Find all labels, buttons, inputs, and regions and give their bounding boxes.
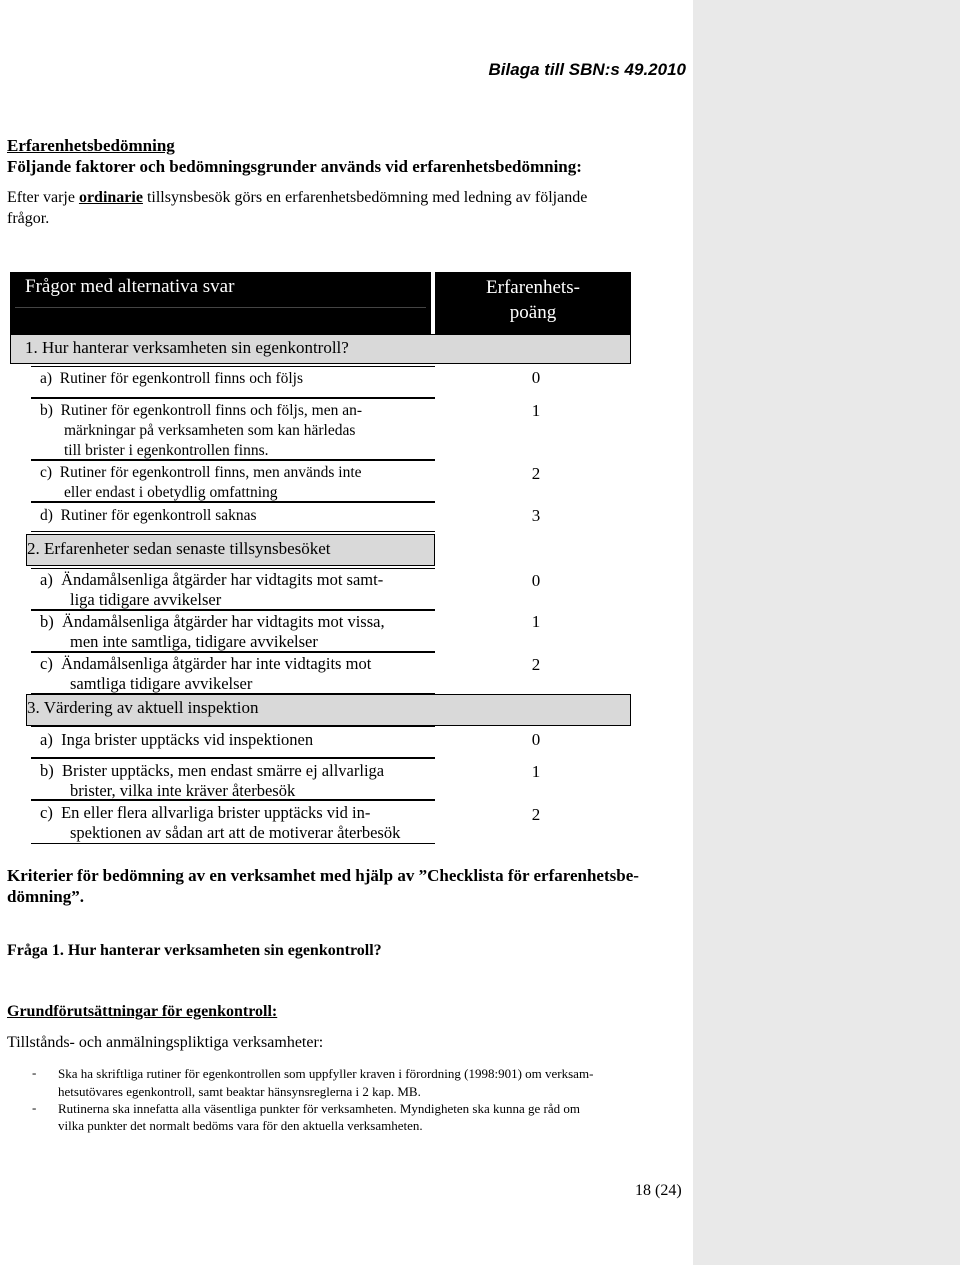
option-line: eller endast i obetydlig omfattning: [64, 484, 278, 501]
criteria-line-2: dömning”.: [7, 887, 84, 906]
score-value: 1: [531, 612, 541, 631]
option-text: [40, 729, 313, 750]
option-label: b): [40, 402, 53, 419]
option-text: [40, 653, 371, 674]
option-line: Brister upptäcks, men endast smärre ej allvarliga: [62, 761, 385, 780]
score-value: 3: [531, 506, 541, 525]
table-header-questions: Frågor med alternativa svar: [25, 276, 235, 297]
option-label: d): [40, 507, 53, 524]
page-number: 18 (24): [635, 1182, 682, 1199]
score-value: 1: [531, 401, 541, 420]
table-header-score-1: Erfarenhets-: [486, 277, 580, 298]
option-line: spektionen av sådan art att de motiverar återbesök: [70, 823, 401, 842]
score-value: 0: [531, 730, 541, 749]
option-label: a): [40, 570, 53, 589]
intro-text: Efter varje: [7, 189, 79, 206]
bullet-line: Rutinerna ska innefatta alla väsentliga punkter för verksamheten. Myndigheten ska kunna ge råd om: [58, 1101, 580, 1116]
option-line: Inga brister upptäcks vid inspektionen: [61, 730, 314, 749]
bullet-dash: -: [32, 1065, 37, 1080]
intro-line-1: [7, 189, 587, 207]
prerequisites-subtitle: Tillstånds- och anmälningspliktiga verksamheter:: [7, 1034, 324, 1051]
option-text: [40, 611, 385, 632]
option-line: Rutiner för egenkontroll finns, men används inte: [59, 464, 362, 481]
option-line: men inte samtliga, tidigare avvikelser: [70, 632, 318, 651]
score-value: 2: [531, 655, 541, 674]
table-header-score-2: poäng: [509, 302, 557, 323]
bullet-line: Ska ha skriftliga rutiner för egenkontrollen som uppfyller kraven i förordning (1998:901) om verksam-: [58, 1066, 594, 1081]
score-value: 1: [531, 762, 541, 781]
table-header-left: [10, 272, 431, 334]
option-line: Ändamålsenliga åtgärder har inte vidtagits mot: [61, 654, 372, 673]
section-title: Erfarenhetsbedömning: [7, 136, 175, 155]
intro-emphasis: ordinarie: [78, 189, 143, 206]
criteria-line-1: Kriterier för bedömning av en verksamhet med hjälp av ”Checklista för erfarenhetsbe-: [7, 866, 639, 885]
option-text: [40, 802, 370, 823]
table-header-right: [435, 272, 631, 334]
option-text: [40, 505, 257, 526]
score-value: 2: [531, 805, 541, 824]
option-line: liga tidigare avvikelser: [70, 590, 222, 609]
bullet-dash: -: [32, 1100, 37, 1115]
option-line: Rutiner för egenkontroll finns och följs: [59, 370, 304, 387]
intro-line-2: frågor.: [7, 210, 50, 227]
option-text: [40, 462, 362, 483]
question-row: [26, 534, 435, 566]
section-subtitle: Följande faktorer och bedömningsgrunder används vid erfarenhetsbedömning:: [7, 157, 582, 176]
option-line: samtliga tidigare avvikelser: [70, 674, 253, 693]
option-label: b): [40, 612, 54, 631]
page-margin-panel: [693, 0, 960, 1265]
option-line: Rutiner för egenkontroll finns och följs, men an-: [60, 402, 362, 419]
question-row: [26, 694, 631, 726]
option-line: Rutiner för egenkontroll saknas: [60, 507, 257, 524]
divider: [15, 307, 426, 308]
option-label: c): [40, 464, 53, 481]
score-value: 2: [531, 464, 541, 483]
option-label: c): [40, 654, 53, 673]
score-value: 0: [531, 571, 541, 590]
question-title: 2. Erfarenheter sedan senaste tillsynsbesöket: [27, 539, 331, 558]
option-line: Ändamålsenliga åtgärder har vidtagits mot vissa,: [62, 612, 385, 631]
prerequisites-title: Grundförutsättningar för egenkontroll:: [7, 1003, 278, 1020]
document-reference: Bilaga till SBN:s 49.2010: [488, 60, 686, 79]
option-label: a): [40, 370, 53, 387]
question-heading: Fråga 1. Hur hanterar verksamheten sin egenkontroll?: [7, 942, 382, 959]
question-row: [10, 334, 631, 364]
option-text: [40, 569, 383, 590]
score-value: 0: [531, 368, 541, 387]
option-line: En eller flera allvarliga brister upptäcks vid in-: [61, 803, 371, 822]
option-label: c): [40, 803, 53, 822]
option-line: märkningar på verksamheten som kan härledas: [64, 422, 356, 439]
bullet-line: vilka punkter det normalt bedöms vara för den aktuella verksamheten.: [58, 1118, 423, 1133]
option-label: a): [40, 730, 53, 749]
option-text: [40, 400, 362, 421]
question-title: 3. Värdering av aktuell inspektion: [27, 698, 259, 717]
bullet-line: hetsutövares egenkontroll, samt beaktar hänsynsreglerna i 2 kap. MB.: [58, 1084, 421, 1099]
option-text: [40, 760, 384, 781]
option-line: till brister i egenkontrollen finns.: [64, 442, 269, 459]
option-label: b): [40, 761, 54, 780]
option-line: Ändamålsenliga åtgärder har vidtagits mot samt-: [61, 570, 384, 589]
intro-text: tillsynsbesök görs en erfarenhetsbedömning med ledning av följande: [142, 189, 588, 206]
option-text: [40, 368, 303, 389]
option-line: brister, vilka inte kräver återbesök: [70, 781, 296, 800]
question-title: 1. Hur hanterar verksamheten sin egenkontroll?: [25, 338, 349, 357]
